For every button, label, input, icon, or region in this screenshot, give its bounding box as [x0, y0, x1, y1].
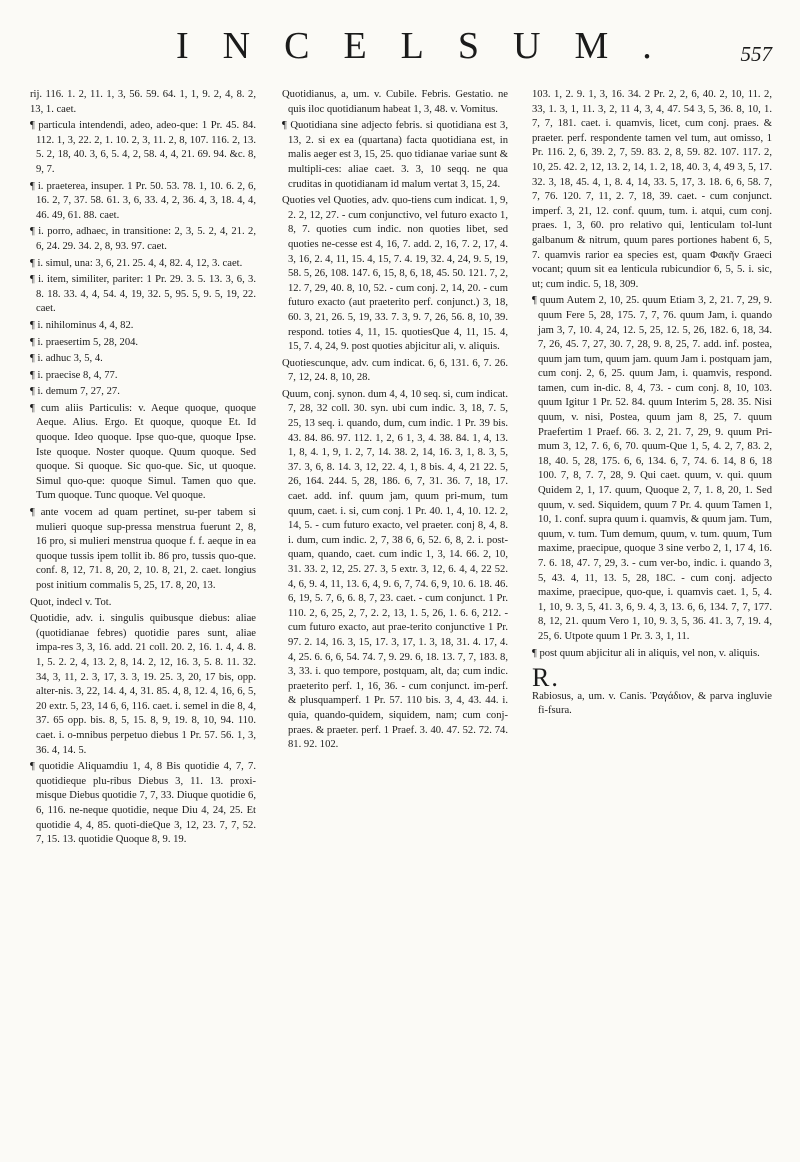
entry-paragraph: Quoties vel Quoties, adv. quo-tiens cum indicat. 1, 9, 2. 2, 12, 27. - cum conjunctivo, vel futuro exacto 1, 8, 7. quoties cum indic. non quoties libet, sed quoties ne-cesse est 4, 16, 7. add. 2, 16, 7. 2, 17, 4. 3, 16, 2. 4, 11, 15. 4, 15, 7. 4. 19, 32. 4, 24, 9. 5, 19, 58. 5, 26, 108. 147. 6, 15, 8, 6, 18, 45. 50. 121. 7, 2, 12. 7, 29, 40. 8, 10, 52. - cum conj. 2, 14, 20. - cum futuro exacto (aut praeterito perf. conjunct.) 3, 18, 60. 3, 21, 26. 5, 19, 33. 7. 3, 9. 7, 26, 56. 8, 10, 39. respond. toties 4, 11, 15. quotiesQue 4, 11, 15. 4, 15, 7. 4, 24, 9. post quoties abjicitur ali, v. aliquis. [282, 195, 508, 353]
entry-paragraph: ¶ i. simul, una: 3, 6, 21. 25. 4, 4, 82. 4, 12, 3. caet. [30, 257, 243, 269]
entry-paragraph: Quot, indecl v. Tot. [30, 596, 112, 608]
column-right [532, 88, 772, 1148]
entry-paragraph: 103. 1, 2. 9. 1, 3, 16. 34. 2 Pr. 2, 2, 6, 40. 2, 10, 11. 2, 33, 1. 3, 1, 11. 3, 2, 11 4, 3, 4, 47. 54 3, 5, 36. 8, 10, 1. 7, 7, 181. caet. i. quamvis, licet, cum conj. praes. & praeter. perf. respondente tamen vel tum, aut omisso, 1 Pr. 116. 2, 6, 39. 2, 7, 59. 83. 2, 8, 59. 82. 107. 117. 2, 10, 25. 42. 2, 12, 13. 2, 14, 1. 2, 18, 40. 3, 4, 49 3, 5, 17. 32. 3, 18, 45. 4, 1, 8. 4, 14, 33. 5, 17, 3. 18. 6, 6, 58. 7, 7, 76. 120. 7, 11, 2. 7, 18, 39. caet. - cum conjunct. imperf. 3, 21, 12. conf. quum, tum. i. atqui, cum conj. praes. 1, 3, 60. pro relativo qui, lenticulam tol-lunt galbanum & nitrum, quum pares portiones habent 6, 5, 7. quamvis rarior ea species est, quam Φακῆν Graeci vocant; quum sit ea lenticula rubicundior 6, 5, 5. i. sic, ut; cum indic. 5, 18, 309. [532, 89, 772, 290]
running-head: INCELSUM. [176, 25, 686, 67]
entry-paragraph: Quum, conj. synon. dum 4, 4, 10 seq. si, cum indicat. 7, 28, 32 coll. 30. syn. ubi cum indic. 3, 18, 7. 5, 25, 13 seq. i. quando, dum, cum indic. 1 Pr. 39 bis. 43. 84. 86. 97. 112. 1, 2, 6 1, 3, 4. 38. 84. 1, 4, 13. 1, 8, 4. 1, 9, 1. 2, 7, 14. 38. 2, 14, 16. 3, 1, 8. 3, 5, 37. 3, 6, 8. 14. 3, 12, 22. 4, 1, 8 bis. 4, 4, 21 22. 5, 26, 164. 244. 5, 28, 186. 6, 7, 31. 36. 7, 18, 17. caet. add. inf. quum jam, quum pri-mum, tum quum, caet. i. si, cum conj. 1 Pr. 40. 1, 4, 10. 12. 2, 14, 5. - cum futuro exacto, vel praeter. conj 8, 4, 8. i. dum, cum indic. 2, 7, 38 6, 6, 52. 6, 8, 2. i. post-quam, quando, caet. cum indic 1, 3, 14. 66. 2, 10, 31. 33. 2, 12, 25. 27. 3, 5 extr. 3, 12, 6. 4, 4, 22 52. 4, 6, 9. 4, 11, 13. 6, 4, 9. 6, 7, 74. 6, 9, 10. 6. 18. 46. 6, 19, 5. 7, 6, 6. 8, 7, 23. caet. - cum conjunct. 1 Pr. 110. 2, 6, 25, 2, 7, 2. 2, 13, 1. 5, 26, 1. 6. 6, 212. - cum futuro exacto, aut prae-terito conjunctive 1 Pr. 97. 2. 14, 16. 3, 15, 17. 3, 17, 1. 3, 18, 31. 4. 17, 4. 4, 25. 6. 6, 6, 54. 74. 7, 9. 29. 6, 18. 13. 7, 7, 183. 8, 3, 33. i. quo tempore, postquam, alt, da; cum indic. praeterito perf. 1, 16, 36. - cum conjunct. im-perf. & plusquamperf. 1 Pr. 57. 110 bis. 3, 4, 43. 44. i. quia, quando-quidem, siquidem, nam; cum conj-praes. & praeter. perf. 1 Praef. 3. 40. 47. 52. 72. 74. 81. 92. 102. [282, 388, 508, 751]
entry-paragraph: ¶ particula intendendi, adeo, adeo-que: 1 Pr. 45. 84. 112. 1, 3, 22. 2, 1. 10. 2, 3, 11. 2, 8, 107. 116. 2, 13. 5. 2, 18, 40. 3, 6, 5. 4, 2, 58. 4, 4, 21. 69. 94. &c. 8, 9, 7. [30, 120, 256, 175]
entry-paragraph: ¶ ante vocem ad quam pertinet, su-per tabem si mulieri quoque sup-pressa menstrua fuerunt 2, 8, 16 pro, si mulieri menstrua quoque f. f. aeque in ea quoque tussis ipem tollit ib. 86 pro, tussis quo-que. conf. 8, 12, 71. 8, 20, 2, 10. 8, 21, 2. caet. longius post initium commalis 5, 25, 17. 8, 20, 13. [30, 507, 256, 591]
entry-paragraph: ¶ cum aliis Particulis: v. Aeque quoque, quoque Aeque. Alius. Ergo. Et quoque, quoque Et. Id quoque. Ideo quoque. Ipse quo-que, quoque Ipse. Iste quoque. Noster quoque. Quum quoque. Sed quoque. Si quoque. Sic quo-que. Sic, ut quoque. Simul quo-que: quoque Simul. Tamen quo que. Tum quoque. Tunc quoque. Vel quoque. [30, 402, 256, 502]
column-left [30, 88, 256, 1148]
entry-paragraph: ¶ quotidie Aliquamdiu 1, 4, 8 Bis quotidie 4, 7, 7. quotidieque plu-ribus Diebus 3, 11. 13. proxi-misque Diebus quotidie 7, 7, 33. Diuque quotidie 6, 6, 116. ne-neque quotidie, neque Diu 4, 24, 25. Et quotidie 4, 4, 85. quoti-dieQue 3, 12, 23. 7, 7, 52. 7, 15. 13. quotidie Quoque 8, 9. 19. [30, 761, 256, 846]
entry-paragraph: Quotidianus, a, um. v. Cubile. Febris. Gestatio. ne quis iloc quotidianum habeat 1, 3, 48. v. Vomitus. [282, 89, 508, 115]
entry-paragraph: ¶ i. praecise 8, 4, 77. [30, 369, 118, 381]
entry-paragraph: ¶ i. adhuc 3, 5, 4. [30, 353, 103, 365]
page-number: 557 [740, 42, 772, 66]
entry-paragraph: rij. 116. 1. 2, 11. 1, 3, 56. 59. 64. 1, 1, 9. 2, 4, 8. 2, 13, 1. caet. [30, 89, 256, 115]
entry-paragraph: ¶ i. praesertim 5, 28, 204. [30, 336, 139, 348]
page-header [0, 24, 800, 76]
column-middle [282, 88, 508, 1148]
entry-paragraph: Quotidie, adv. i. singulis quibusque diebus: aliae (quotidianae febres) quotidie pares sunt, aliae impa-res 3, 3, 16. add. 21 coll. 20. 2, 16. 1. 4, 4. 8. 1, 5. 2. 2, 4, 13. 2, 8, 14. 2, 12, 16. 3, 5. 8. 11. 32. 34, 3, 11, 2. 3, 17, 3. 3, 19. 25. 3, 20, 17 bis, opp. alter-nis. 3, 22, 14. 4, 4, 31. 85. 4, 8, 12. 4, 16, 6, 5, 20 extr. 5, 23, 14 6, 6, 116. caet. i. semel in die 8, 4, 37. 65 opp. bis. 8, 5, 15. 8, 9, 19. 8, 10, 94. 110. caet. i. o-mnibus perpetuo diebus 1 Pr. 57. 56. 1, 3, 36. 4, 14. 5. [30, 613, 256, 756]
section-letter: R. [532, 663, 560, 693]
entry-paragraph: ¶ Quotidiana sine adjecto febris. si quotidiana est 3, 13, 2. si ex ea (quartana) facta quotidiana est, in malis aeger est 3, 15, 25. quo tidianae variae sunt & multipli-ces: aliae caet. 3. 3, 10 seqq. ne qua cruditas in quotidianam id malum vertat 3, 15, 24. [282, 120, 508, 190]
entry-paragraph: ¶ i. nihilominus 4, 4, 82. [30, 319, 134, 331]
entry-paragraph: ¶ i. praeterea, insuper. 1 Pr. 50. 53. 78. 1, 10. 6. 2, 6, 16. 2, 7, 37. 58. 61. 3, 6, 33. 4, 2, 36. 4, 3, 18. 4, 4, 46. 49, 61. 88. caet. [30, 180, 256, 221]
entry-paragraph: ¶ quum Autem 2, 10, 25. quum Etiam 3, 2, 21. 7, 29, 9. quum Fere 5, 28, 175. 7, 7, 76. quum Jam, i. quando jam 3, 7, 10. 4, 24, 12. 5, 25, 12. 5, 26, 182. 6, 18, 34. 7, 26, 45. 7, 27, 30. 7, 28, 9. 8, 25, 7. add. inf. postea, quum jam tum, quum jam. quum Jam i. postquam jam, cum conj. 2, 6, 25. quum Jam, i. quamvis, respond. tamen, cum in-dic. 8, 4, 73. - cum conj. 8, 10, 103. quum Igitur 1 Pr. 52. 84. quum Interim 5, 28. 35. Nisi quum, v. nisi, Postea, quum jam 8, 25, 7. quum Praefertim 1 Praef. 66. 3. 2, 21. 7, 29, 9. quum Pri-mum 3, 12, 7. 6, 6, 70. quum-Que 1, 5, 4. 2, 7, 83. 2, 18, 40. 5, 28, 175. 6, 6, 134. 6, 7, 74. 6. 14, 8 6, 18 100. 7, 8, 7. 7, 28, 9. Qui caet. quum, v. qui. quum Quidem 2, 1, 17. quum, Quoque 2, 7, 1. 8, 20, 1. Sed quum, v. sed. Siquidem, quum 7 Pr. 4. quum Tamen 1, 10, 1. conf. supra quum i. quamvis, & quum jam. Tum, quum, v. tum. Tum demum, quum, v. tum. quum, Tum maxime, praecipue, quoque 3 sine verbo 2, 1, 17 4, 16. 7. 6. 18, 47. 7, 29, 3. - cum ver-bo, indic. i. quando 3, 5, 43. 4, 11, 13. 5, 28, 18C. - cum conj. adjecto maxime, praecipue, quo-que, i. quamvis caet. 1, 5, 4. 1, 10, 9. 3, 5, 41. 3, 6, 9. 4, 3, 13. 6, 6, 134. 7, 7, 177. 8, 12, 21. quum Vero 1, 10, 9. 3, 5, 36. 41. 3, 7, 19. 4, 25, 6. Utpote quum 1 Pr. 3. 3, 1, 11. [532, 295, 772, 642]
entry-paragraph: Quotiescunque, adv. cum indicat. 6, 6, 131. 6, 7. 26. 7, 12, 24. 8, 10, 28. [282, 357, 508, 384]
entry-paragraph: Rabiosus, a, um. v. Canis. Ῥαγάδιον, & parva ingluvie fi-fsura. [532, 690, 772, 717]
entry-paragraph: ¶ post quum abjicitur ali in aliquis, vel non, v. aliquis. [532, 647, 760, 659]
entry-paragraph: ¶ i. demum 7, 27, 27. [30, 386, 120, 398]
entry-paragraph: ¶ i. porro, adhaec, in transitione: 2, 3, 5. 2, 4, 21. 2, 6, 24. 29. 34. 2, 8, 93. 97. caet. [30, 226, 256, 252]
entry-paragraph: ¶ i. item, similiter, pariter: 1 Pr. 29. 3. 5. 13. 3, 6, 3. 8. 18. 33. 4, 4, 54. 4, 19, 32. 5, 95. 5, 9. 5, 19, 22. caet. [30, 274, 256, 315]
